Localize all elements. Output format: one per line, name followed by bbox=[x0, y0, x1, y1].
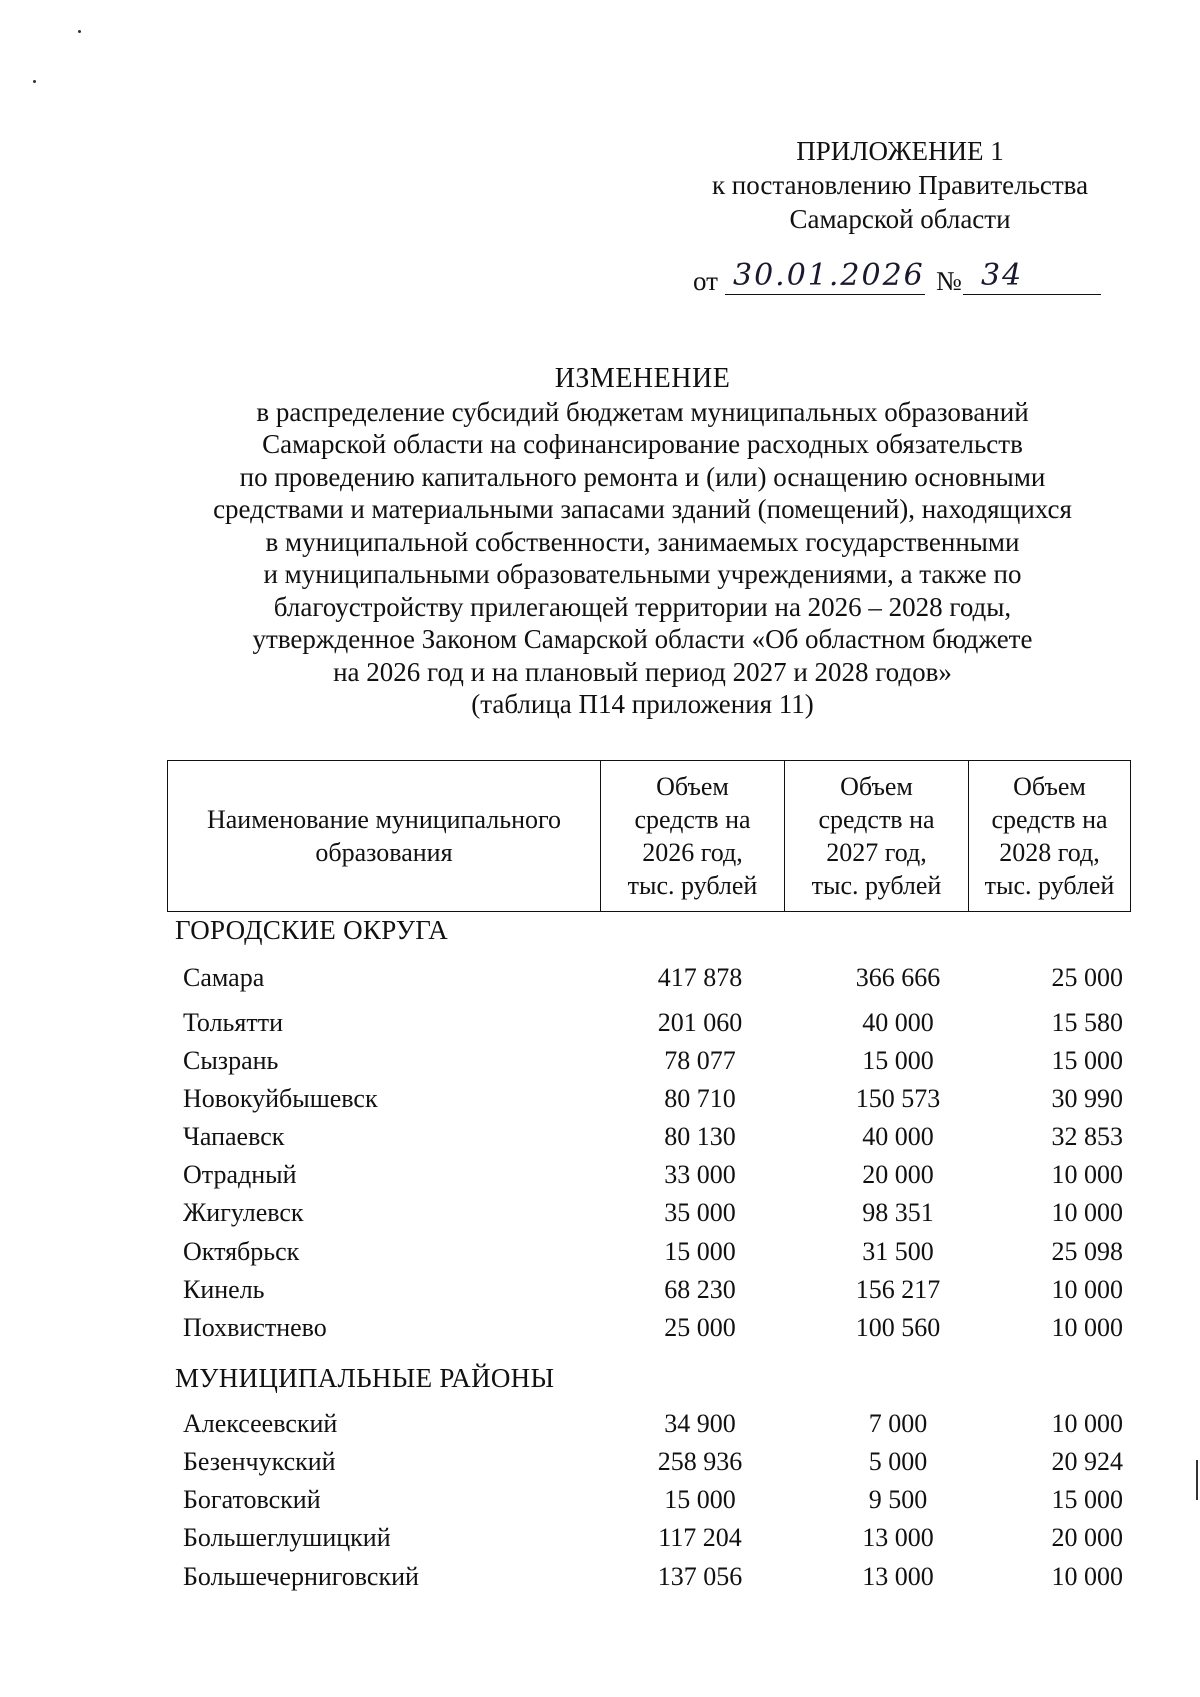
municipality-name: Тольятти bbox=[183, 1008, 284, 1037]
value-2027: 150 573 bbox=[855, 1084, 941, 1113]
value-2028: 15 580 bbox=[1051, 1008, 1123, 1037]
title-line: в распределение субсидий бюджетам муниципальных образований bbox=[256, 396, 1029, 427]
header-2028-line: 2028 год, bbox=[999, 838, 1100, 867]
value-2027: 40 000 bbox=[862, 1008, 934, 1037]
title-line: (таблица П14 приложения 11) bbox=[471, 689, 814, 719]
value-2026: 201 060 bbox=[657, 1008, 743, 1037]
section-title-municipal-districts: МУНИЦИПАЛЬНЫЕ РАЙОНЫ bbox=[175, 1363, 555, 1393]
header-2027-line: 2027 год, bbox=[826, 838, 927, 867]
handwritten-date: 30.01.2026 bbox=[733, 258, 925, 293]
value-2027: 366 666 bbox=[855, 963, 941, 992]
date-underline bbox=[725, 294, 925, 295]
appendix-title: ПРИЛОЖЕНИЕ 1 bbox=[796, 136, 1004, 166]
value-2026: 258 936 bbox=[657, 1447, 743, 1476]
title-line: на 2026 год и на плановый период 2027 и 2028 годов» bbox=[333, 656, 952, 687]
table-row bbox=[0, 1046, 1200, 1080]
table-row bbox=[0, 1313, 1200, 1347]
municipality-name: Сызрань bbox=[183, 1046, 279, 1075]
document-title bbox=[120, 363, 1165, 721]
table-row bbox=[0, 1198, 1200, 1232]
header-2027-line: средств на bbox=[818, 805, 935, 834]
value-2026: 25 000 bbox=[664, 1313, 736, 1342]
table-row bbox=[0, 963, 1200, 997]
value-2027: 100 560 bbox=[855, 1313, 941, 1342]
title-line: средствами и материальными запасами зданий (помещений), находящихся bbox=[213, 494, 1072, 524]
municipality-name: Жигулевск bbox=[183, 1198, 304, 1227]
value-2028: 10 000 bbox=[1051, 1409, 1123, 1438]
value-2027: 15 000 bbox=[862, 1046, 934, 1075]
value-2026: 35 000 bbox=[664, 1198, 736, 1227]
title-line: утвержденное Законом Самарской области «Об областном бюджете bbox=[252, 624, 1033, 654]
appendix-region: Самарской области bbox=[789, 204, 1011, 234]
table-row bbox=[0, 1084, 1200, 1118]
header-2027 bbox=[784, 761, 968, 911]
value-2027: 31 500 bbox=[862, 1237, 934, 1266]
value-2026: 80 710 bbox=[664, 1084, 736, 1113]
table-row bbox=[0, 1160, 1200, 1194]
header-2026-line: тыс. рублей bbox=[627, 871, 758, 900]
value-2027: 7 000 bbox=[868, 1409, 928, 1438]
municipality-name: Кинель bbox=[183, 1275, 265, 1304]
value-2028: 25 098 bbox=[1051, 1237, 1123, 1266]
appendix-reference: к постановлению Правительства bbox=[711, 170, 1089, 200]
value-2028: 10 000 bbox=[1051, 1275, 1123, 1304]
value-2026: 34 900 bbox=[664, 1409, 736, 1438]
title-heading: ИЗМЕНЕНИЕ bbox=[554, 363, 731, 394]
title-line: в муниципальной собственности, занимаемых государственными bbox=[265, 526, 1020, 557]
municipality-name: Безенчукский bbox=[183, 1447, 336, 1476]
header-2028-line: Объем bbox=[1013, 772, 1086, 801]
scan-speck bbox=[33, 80, 36, 83]
municipality-name: Большеглушицкий bbox=[183, 1523, 391, 1552]
scan-speck bbox=[78, 30, 81, 33]
table-row bbox=[0, 1485, 1200, 1519]
table-row bbox=[0, 1122, 1200, 1156]
value-2026: 80 130 bbox=[664, 1122, 736, 1151]
header-2026-line: средств на bbox=[634, 805, 751, 834]
municipality-name: Чапаевск bbox=[183, 1122, 285, 1151]
value-2027: 9 500 bbox=[868, 1485, 928, 1514]
table-row bbox=[0, 1562, 1200, 1596]
value-2026: 78 077 bbox=[664, 1046, 736, 1075]
table-row bbox=[0, 1237, 1200, 1271]
value-2027: 98 351 bbox=[862, 1198, 934, 1227]
value-2028: 10 000 bbox=[1051, 1160, 1123, 1189]
municipality-name: Богатовский bbox=[183, 1485, 321, 1514]
header-name-line: образования bbox=[315, 838, 453, 867]
header-2028 bbox=[968, 761, 1130, 911]
table-row bbox=[0, 1447, 1200, 1481]
table-row bbox=[0, 1275, 1200, 1309]
table-row bbox=[0, 1523, 1200, 1557]
value-2026: 137 056 bbox=[657, 1562, 743, 1591]
title-line: по проведению капитального ремонта и (или) оснащению основными bbox=[239, 461, 1046, 492]
value-2026: 417 878 bbox=[657, 963, 743, 992]
number-underline bbox=[963, 294, 1101, 295]
value-2028: 10 000 bbox=[1051, 1198, 1123, 1227]
value-2028: 30 990 bbox=[1051, 1084, 1123, 1113]
value-2027: 20 000 bbox=[862, 1160, 934, 1189]
title-line: благоустройству прилегающей территории на 2026 – 2028 годы, bbox=[273, 591, 1012, 622]
section-title-urban-districts: ГОРОДСКИЕ ОКРУГА bbox=[175, 915, 449, 945]
value-2027: 5 000 bbox=[868, 1447, 928, 1476]
value-2027: 13 000 bbox=[862, 1562, 934, 1591]
header-2026-line: 2026 год, bbox=[642, 838, 743, 867]
value-2028: 20 924 bbox=[1051, 1447, 1123, 1476]
number-sign: № bbox=[936, 266, 962, 296]
municipality-name: Большечерниговский bbox=[183, 1562, 419, 1591]
municipality-name: Самара bbox=[183, 963, 265, 992]
header-2027-line: Объем bbox=[840, 772, 913, 801]
header-name-line: Наименование муниципального bbox=[206, 805, 562, 834]
value-2026: 68 230 bbox=[664, 1275, 736, 1304]
table-header bbox=[167, 760, 1131, 912]
handwritten-number: 34 bbox=[981, 258, 1024, 293]
value-2026: 15 000 bbox=[664, 1237, 736, 1266]
value-2028: 20 000 bbox=[1051, 1523, 1123, 1552]
table-row bbox=[0, 1409, 1200, 1443]
scan-edge-mark bbox=[1196, 1460, 1198, 1500]
value-2028: 25 000 bbox=[1051, 963, 1123, 992]
municipality-name: Октябрьск bbox=[183, 1237, 300, 1266]
date-prefix: от bbox=[693, 266, 718, 296]
header-2027-line: тыс. рублей bbox=[811, 871, 942, 900]
title-line: Самарской области на софинансирование расходных обязательств bbox=[262, 429, 1023, 459]
value-2026: 33 000 bbox=[664, 1160, 736, 1189]
value-2027: 40 000 bbox=[862, 1122, 934, 1151]
title-line: и муниципальными образовательными учреждениями, а также по bbox=[263, 559, 1022, 589]
municipality-name: Алексеевский bbox=[183, 1409, 338, 1438]
header-2028-line: тыс. рублей bbox=[984, 871, 1115, 900]
value-2027: 156 217 bbox=[855, 1275, 941, 1304]
value-2026: 15 000 bbox=[664, 1485, 736, 1514]
value-2028: 10 000 bbox=[1051, 1313, 1123, 1342]
municipality-name: Новокуйбышевск bbox=[183, 1084, 378, 1113]
table-row bbox=[0, 1008, 1200, 1042]
value-2028: 10 000 bbox=[1051, 1562, 1123, 1591]
header-2026-line: Объем bbox=[656, 772, 729, 801]
municipality-name: Похвистнево bbox=[183, 1313, 327, 1342]
municipality-name: Отрадный bbox=[183, 1160, 297, 1189]
value-2028: 15 000 bbox=[1051, 1046, 1123, 1075]
value-2028: 32 853 bbox=[1051, 1122, 1123, 1151]
header-2028-line: средств на bbox=[991, 805, 1108, 834]
value-2028: 15 000 bbox=[1051, 1485, 1123, 1514]
value-2027: 13 000 bbox=[862, 1523, 934, 1552]
header-name bbox=[168, 761, 600, 911]
header-2026 bbox=[600, 761, 784, 911]
value-2026: 117 204 bbox=[658, 1523, 742, 1552]
